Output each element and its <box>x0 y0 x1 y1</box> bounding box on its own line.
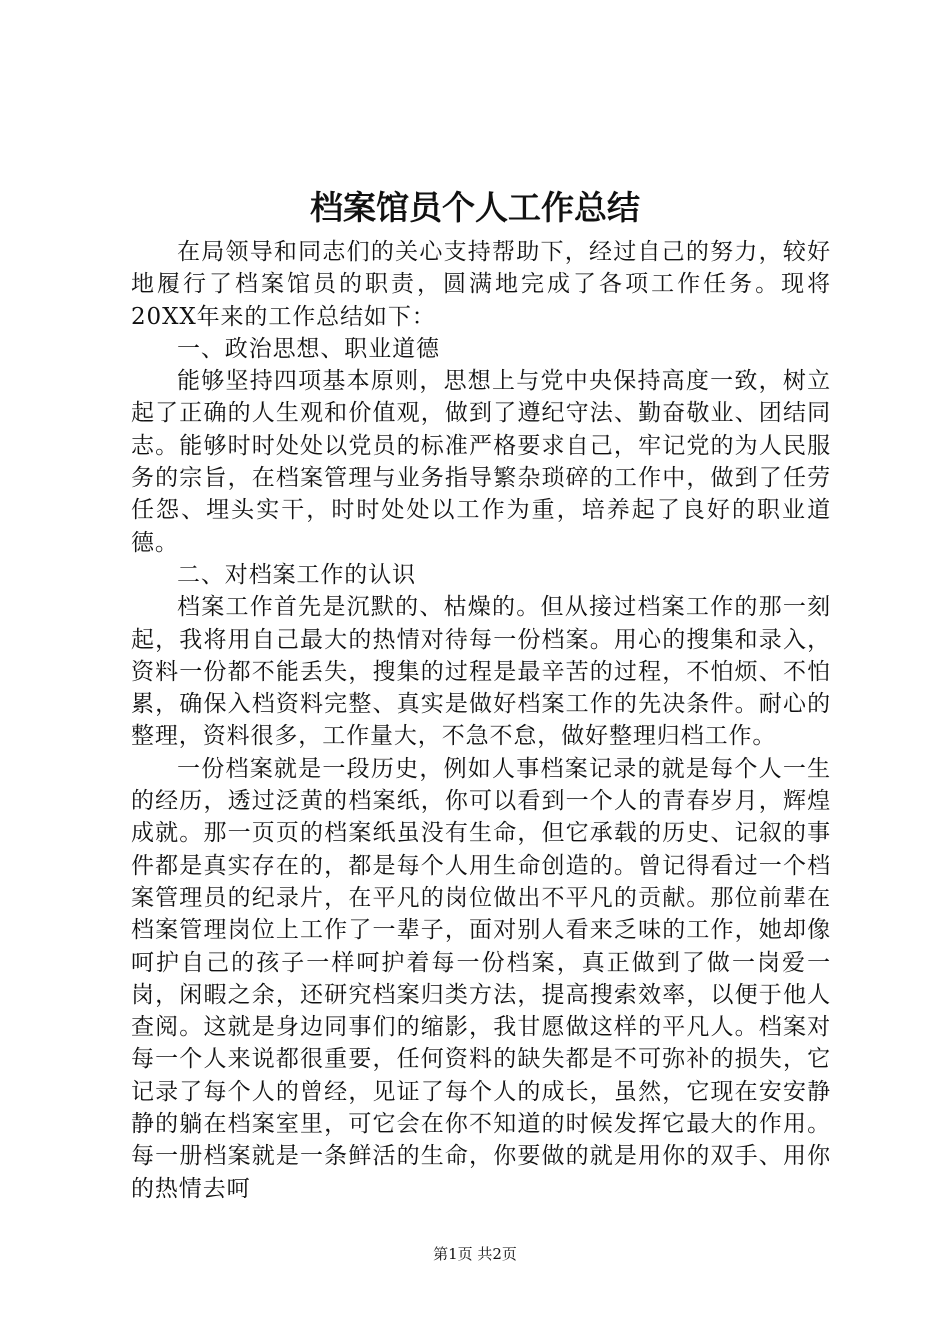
document-title: 档案馆员个人工作总结 <box>310 188 640 227</box>
intro-paragraph: 在局领导和同志们的关心支持帮助下，经过自己的努力，较好地履行了档案馆员的职责，圆满地完成了各项工作任务。现将20XX年来的工作总结如下： <box>131 239 831 330</box>
archive-work-paragraph: 档案工作首先是沉默的、枯燥的。但从接过档案工作的那一刻起，我将用自己最大的热情对待每一份档案。用心的搜集和录入，资料一份都不能丢失，搜集的过程是最辛苦的过程，不怕烦、不怕累，确保入档资料完整、真实是做好档案工作的先决条件。耐心的整理，资料很多，工作量大，不急不怠，做好整理归档工作。 <box>131 594 831 750</box>
page-number-footer: 第1页 共2页 <box>433 1245 517 1263</box>
archive-history-paragraph: 一份档案就是一段历史，例如人事档案记录的就是每个人一生的经历，透过泛黄的档案纸，你可以看到一个人的青春岁月，辉煌成就。那一页页的档案纸虽没有生命，但它承载的历史、记叙的事件都是真实存在的，都是每个人用生命创造的。曾记得看过一个档案管理员的纪录片，在平凡的岗位做出不平凡的贡献。那位前辈在档案管理岗位上工作了一辈子，面对别人看来乏味的工作，她却像呵护自己的孩子一样呵护着每一份档案，真正做到了做一岗爱一岗，闲暇之余，还研究档案归类方法，提高搜索效率，以便于他人查阅。这就是身边同事们的缩影，我甘愿做这样的平凡人。档案对每一个人来说都很重要，任何资料的缺失都是不可弥补的损失，它记录了每个人的曾经，见证了每个人的成长，虽然，它现在安安静静的躺在档案室里，可它会在你不知道的时候发挥它最大的作用。每一册档案就是一条鲜活的生命，你要做的就是用你的双手、用你的热情去呵 <box>131 755 831 1202</box>
section-heading-archive-work: 二、对档案工作的认识 <box>177 561 416 588</box>
politics-paragraph: 能够坚持四项基本原则，思想上与党中央保持高度一致，树立起了正确的人生观和价值观，做到了遵纪守法、勤奋敬业、团结同志。能够时时处处以党员的标准严格要求自己，牢记党的为人民服务的宗旨，在档案管理与业务指导繁杂琐碎的工作中，做到了任劳任怨、埋头实干，时时处处以工作为重，培养起了良好的职业道德。 <box>131 368 831 556</box>
document-body <box>131 236 831 1205</box>
section-heading-politics: 一、政治思想、职业道德 <box>177 335 440 362</box>
